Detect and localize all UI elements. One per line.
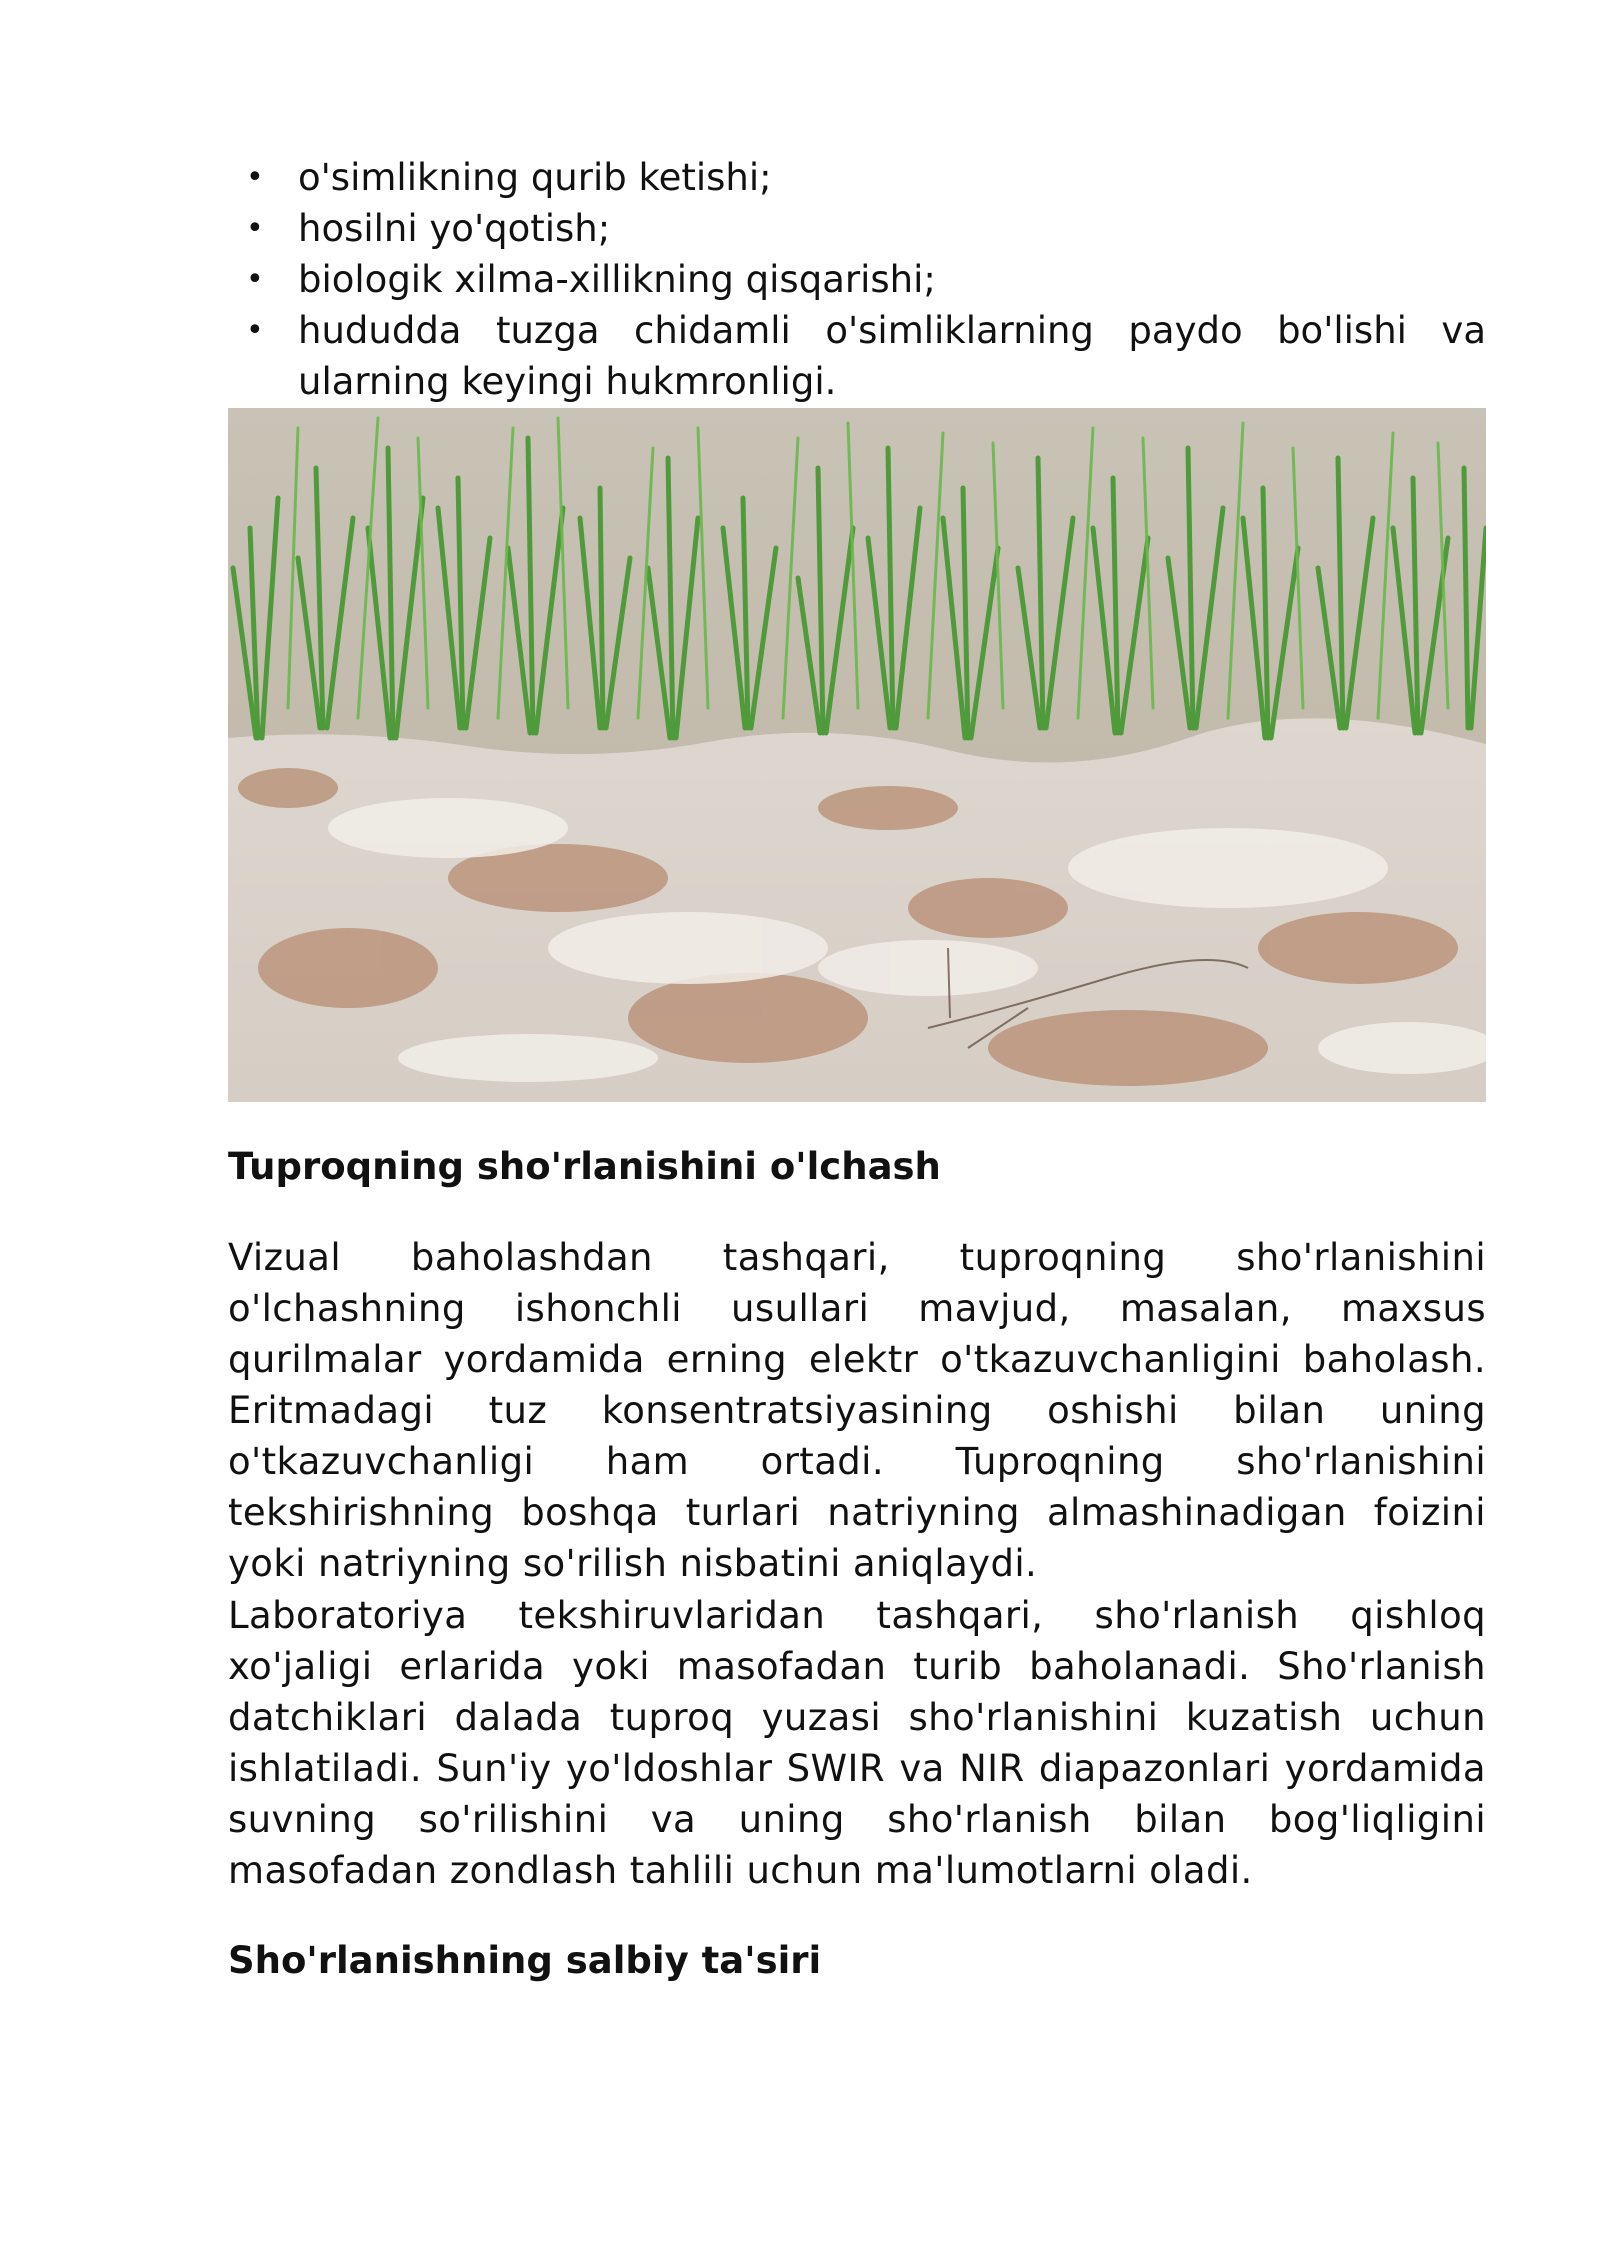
section-heading-measuring: Tuproqning sho'rlanishini o'lchash bbox=[228, 1145, 941, 1188]
list-item bbox=[228, 203, 1486, 254]
list-item bbox=[228, 152, 1486, 203]
bullet-marker: • bbox=[246, 160, 264, 195]
bullet-text: biologik xilma-xillikning qisqarishi; bbox=[298, 258, 936, 301]
list-item bbox=[228, 254, 1486, 305]
list-item bbox=[228, 305, 1486, 407]
paragraph-visual-assessment: Vizual baholashdan tashqari, tuproqning sho'rlanishini o'lchashning ishonchli usullari mavjud, masalan, maxsus qurilmalar yordamida erning elektr o'tkazuvchanligini baholash. Eritmadagi tuz konsentratsiyasining oshishi bilan uning o'tkazuvchanligi ham ortadi. Tuproqning sho'rlanishini tekshirishning boshqa turlari natriyning almashinadigan foizini yoki natriyning so'rilish nisbatini aniqlaydi. bbox=[228, 1236, 1486, 1585]
bullet-marker: • bbox=[246, 313, 264, 348]
bullet-list bbox=[228, 152, 1486, 407]
bullet-marker: • bbox=[246, 262, 264, 297]
section-heading-negative-effect: Sho'rlanishning salbiy ta'siri bbox=[228, 1939, 822, 1982]
bullet-text: hududda tuzga chidamli o'simliklarning paydo bo'lishi va ularning keyingi hukmronligi. bbox=[298, 309, 1486, 403]
bullet-text: hosilni yo'qotish; bbox=[298, 207, 611, 250]
saline-soil-illustration bbox=[228, 408, 1486, 1102]
saline-soil-photo bbox=[228, 408, 1486, 1102]
bullet-text: o'simlikning qurib ketishi; bbox=[298, 156, 772, 199]
bullet-marker: • bbox=[246, 211, 264, 246]
paragraph-laboratory: Laboratoriya tekshiruvlaridan tashqari, sho'rlanish qishloq xo'jaligi erlarida yoki masofadan turib baholanadi. Sho'rlanish datchiklari dalada tuproq yuzasi sho'rlanishini kuzatish uchun ishlatiladi. Sun'iy yo'ldoshlar SWIR va NIR diapazonlari yordamida suvning so'rilishini va uning sho'rlanish bilan bog'liqligini masofadan zondlash tahlili uchun ma'lumotlarni oladi. bbox=[228, 1594, 1486, 1892]
